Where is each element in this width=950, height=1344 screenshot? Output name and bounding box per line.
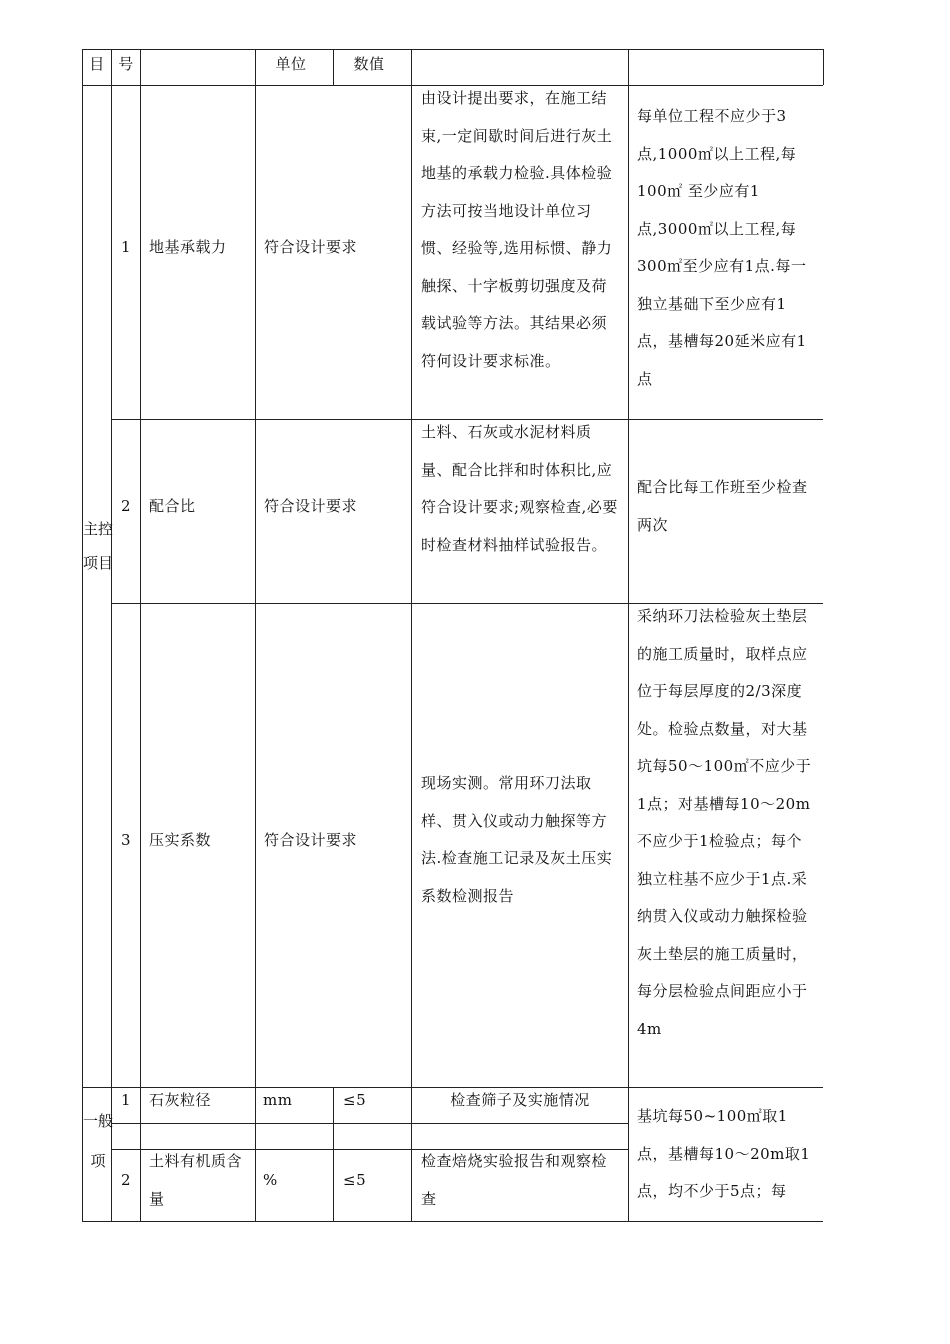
general-row2-unit: % <box>263 1171 278 1189</box>
rule-gen-row1-bottom <box>111 1123 628 1124</box>
header-value: 数值 <box>353 55 385 73</box>
main-row3-no: 3 <box>120 831 132 849</box>
main-row2-method: 土料、石灰或水泥材料质量、配合比拌和时体积比,应符合设计要求;观察检查,必要时检查材料抽样试验报告。 <box>421 423 618 554</box>
header-unit: 单位 <box>275 55 307 73</box>
general-row1-no: 1 <box>120 1091 132 1109</box>
general-row1-method: 检查筛子及实施情况 <box>450 1091 590 1109</box>
header-col1: 目 <box>89 55 105 73</box>
main-row3-quantity: 采纳环刀法检验灰土垫层的施工质量时，取样点应位于每层厚度的2/3深度处。检验点数量，对大基坑每50～100㎡不应少于1点；对基槽每10～20m不应少于1检验点；每个独立柱基不应少于1点.采纳贯入仪或动力触探检验灰土垫层的施工质量时，每分层检验点间距应小于4m <box>637 607 812 1038</box>
general-row2-method: 检查焙烧实验报告和观察检查 <box>421 1152 608 1208</box>
main-row3-method: 现场实测。常用环刀法取样、贯入仪或动力触探等方法.检查施工记录及灰土压实系数检测报告 <box>421 774 613 905</box>
general-row2-value: ≤5 <box>343 1171 367 1189</box>
general-section-label: 一般项 <box>83 1112 114 1170</box>
rule-col-value-general <box>333 1087 334 1221</box>
general-row1-item: 石灰粒径 <box>149 1091 212 1109</box>
general-row2-item: 土料有机质含量 <box>149 1152 243 1208</box>
main-row2-no: 2 <box>120 497 132 515</box>
main-row3-requirement: 符合设计要求 <box>264 831 358 849</box>
general-row1-value: ≤5 <box>343 1091 367 1109</box>
rule-col-unit <box>255 49 256 1221</box>
main-row2-item: 配合比 <box>149 497 196 515</box>
main-section-label: 主控项目 <box>83 520 114 572</box>
main-row1-quantity: 每单位工程不应少于3点,1000㎡以上工程,每100㎡ 至少应有1点,3000㎡以上工程,每300㎡至少应有1点.每一独立基础下至少应有1点，基槽每20延米应有1点 <box>637 107 807 388</box>
main-row1-method: 由设计提出要求，在施工结束,一定间歇时间后进行灰土地基的承载力检验.具体检验方法可按当地设计单位习惯、经验等,选用标惯、静力触探、十字板剪切强度及荷载试验等方法。其结果必须符何设计要求标准。 <box>421 89 613 370</box>
rule-col-quantity <box>628 49 629 1221</box>
main-row1-no: 1 <box>120 238 132 256</box>
rule-right <box>823 49 824 85</box>
rule-col-no <box>111 49 112 1221</box>
rule-col-item <box>140 49 141 1221</box>
header-col2: 号 <box>118 55 134 73</box>
general-row2-no: 2 <box>120 1171 132 1189</box>
main-row1-requirement: 符合设计要求 <box>264 238 358 256</box>
rule-top <box>82 49 823 50</box>
main-row1-item: 地基承载力 <box>149 238 227 256</box>
general-quantity: 基坑每50~100㎡取1点，基槽每10～20m取1点，均不少于5点；每 <box>637 1107 811 1200</box>
main-row2-quantity: 配合比每工作班至少检查两次 <box>637 478 808 534</box>
rule-table-bottom <box>82 1221 823 1222</box>
rule-col-method <box>411 49 412 1221</box>
main-row3-item: 压实系数 <box>149 831 212 849</box>
rule-left <box>82 49 83 1221</box>
general-row1-unit: mm <box>263 1091 293 1109</box>
main-row2-requirement: 符合设计要求 <box>264 497 358 515</box>
